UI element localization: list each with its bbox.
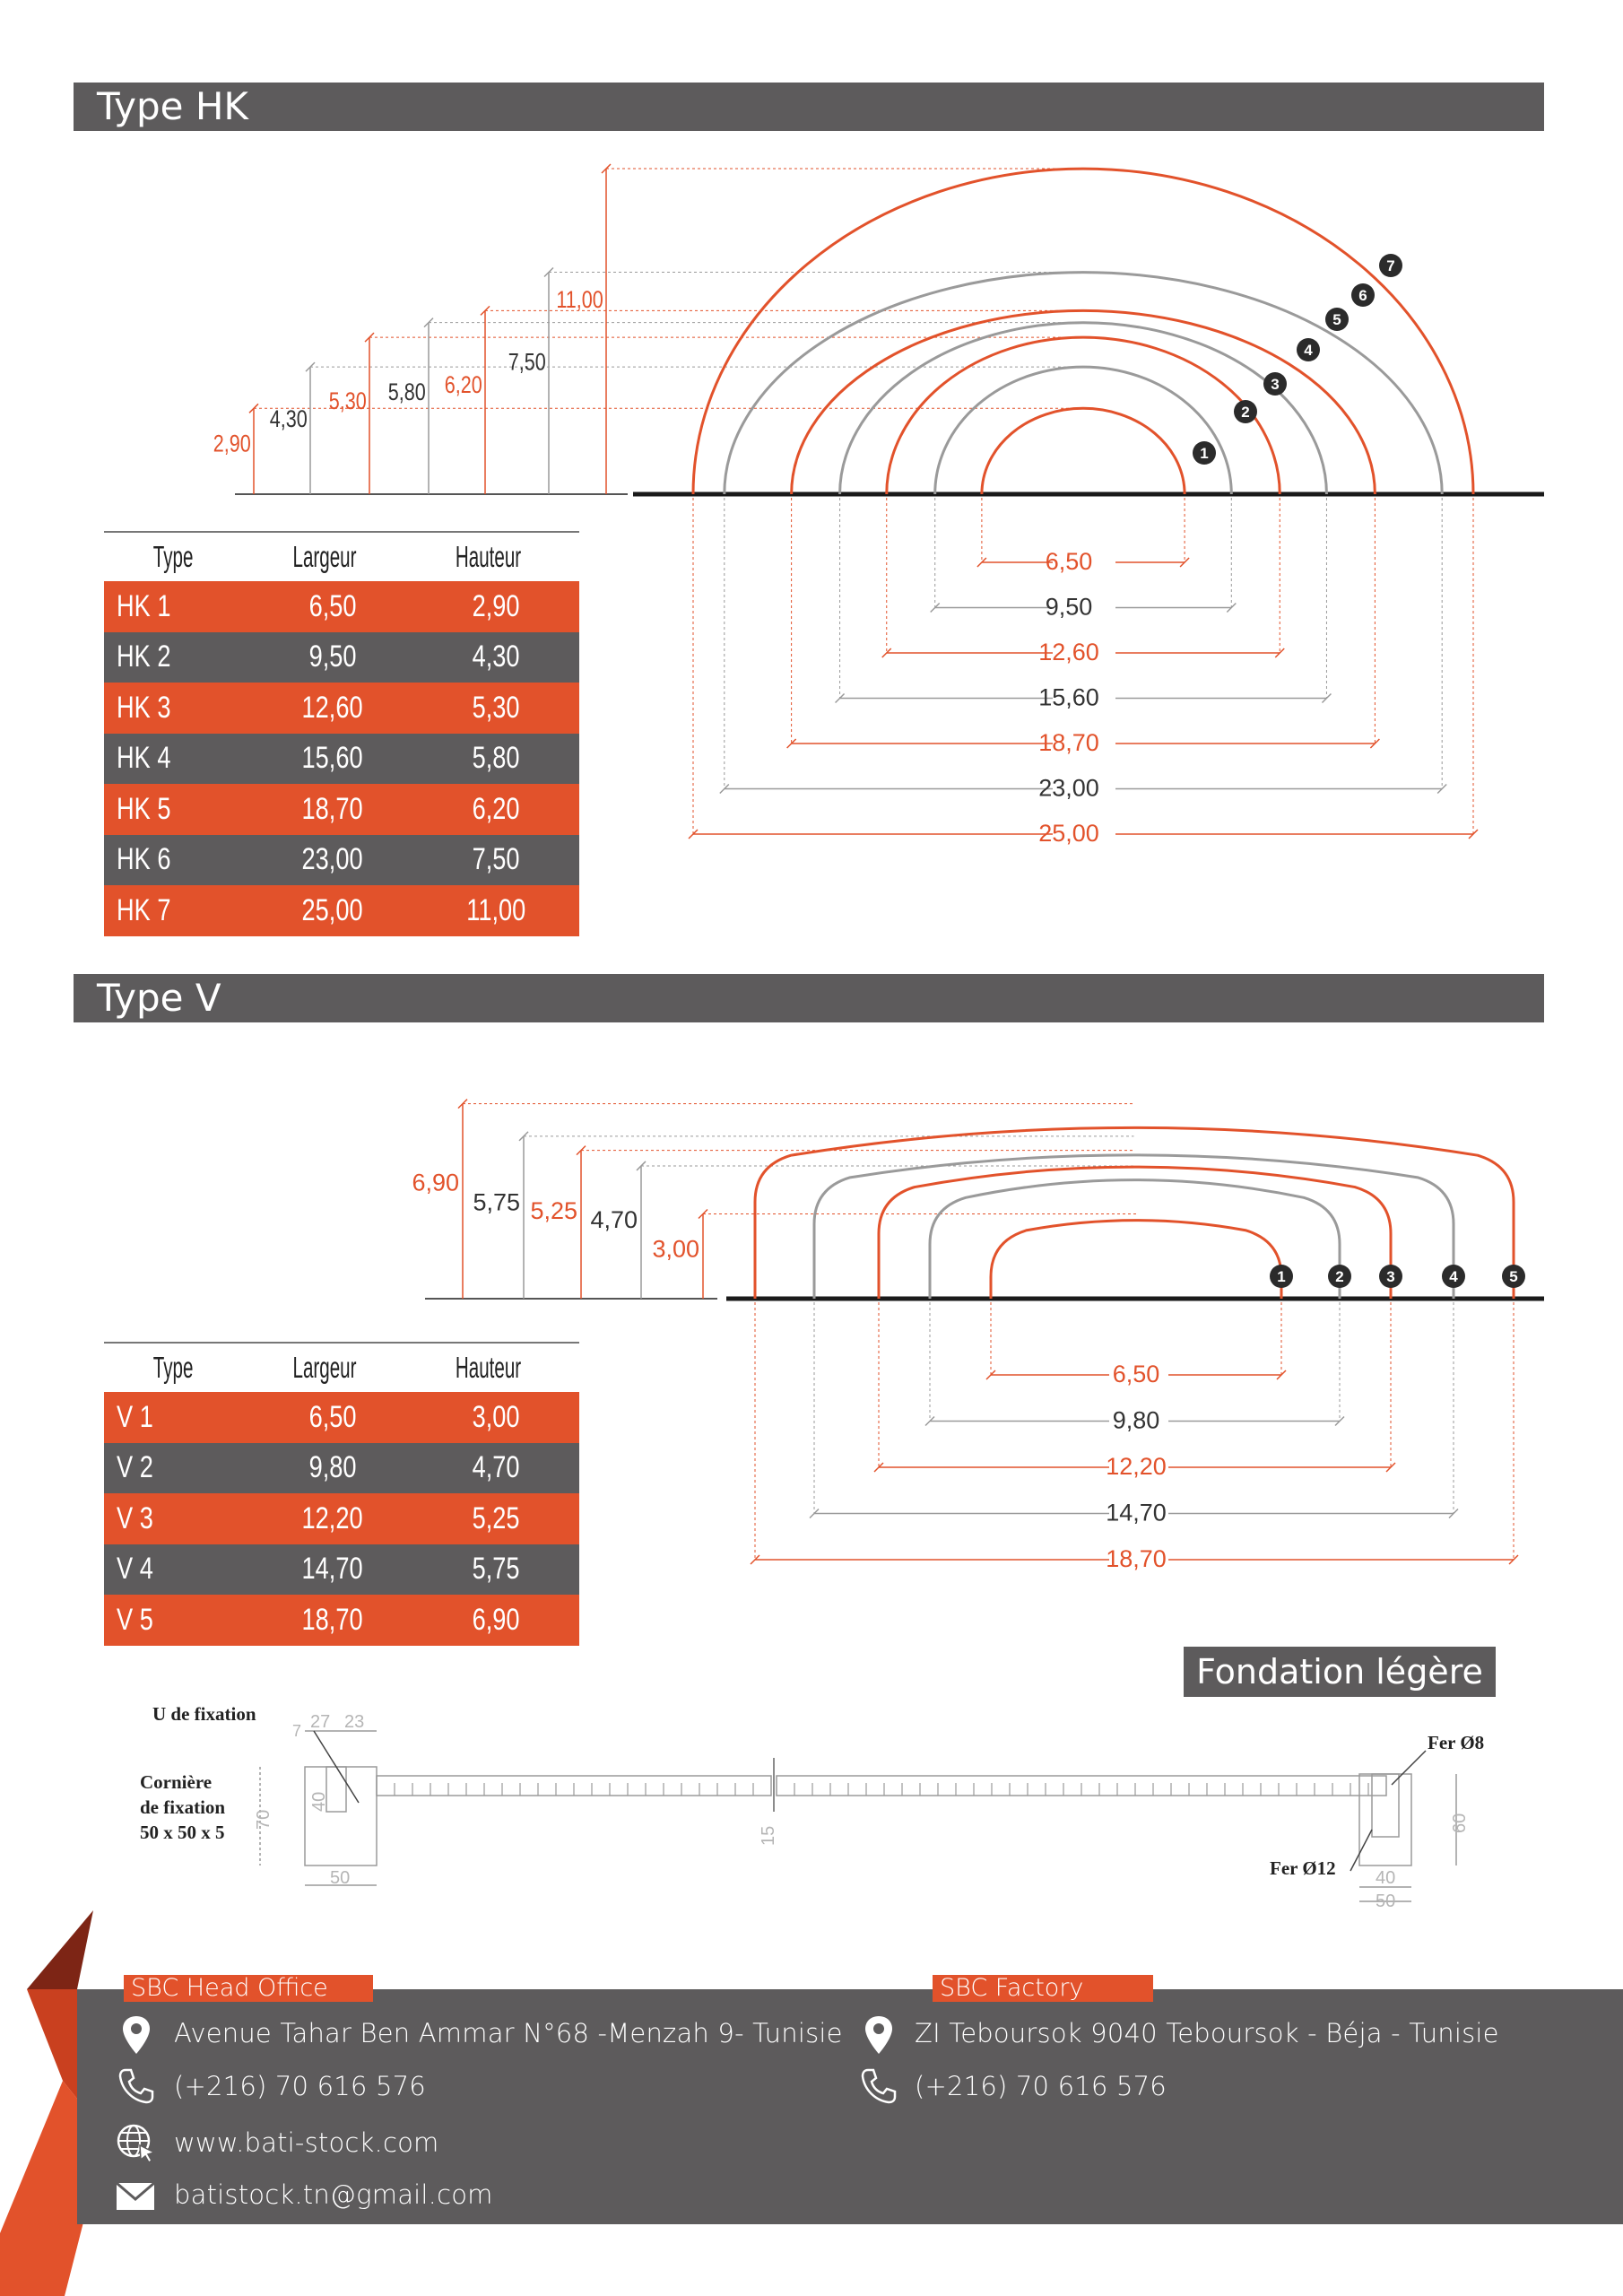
cell-hauteur: 4,70	[413, 1443, 579, 1494]
hk-width-label: 25,00	[1038, 820, 1099, 847]
head-office-phone: (+216) 70 616 576	[174, 2071, 426, 2101]
v-height-label: 5,75	[473, 1188, 520, 1216]
cell-hauteur: 5,30	[413, 683, 579, 734]
arch-marker-label: 6	[1358, 287, 1367, 304]
cell-hauteur: 6,90	[413, 1595, 579, 1646]
hk-height-label: 4,30	[269, 405, 308, 433]
cell-hauteur: 2,90	[413, 581, 579, 632]
cell-largeur: 14,70	[252, 1544, 413, 1596]
right-rebar-cage	[1372, 1774, 1399, 1837]
arch-marker-label: 2	[1241, 404, 1250, 421]
dim-15: 15	[759, 1825, 778, 1846]
v-width-label: 6,50	[1112, 1361, 1160, 1387]
hk-height-label: 7,50	[508, 349, 546, 377]
cell-largeur: 9,50	[252, 632, 413, 683]
v-height-label: 4,70	[590, 1206, 638, 1234]
v-arch	[814, 1155, 1454, 1299]
beam-rebar-ticks	[395, 1783, 1368, 1796]
fer8-label: Fer Ø8	[1428, 1732, 1485, 1753]
location-pin-icon	[120, 2014, 152, 2056]
section-title-v: Type V	[74, 974, 1544, 1022]
hk-width-label: 23,00	[1038, 774, 1099, 802]
arch-marker-label: 2	[1335, 1268, 1344, 1285]
cell-type: HK 5	[104, 784, 252, 835]
arch-marker-label: 1	[1277, 1268, 1286, 1285]
arch-marker-label: 1	[1200, 445, 1209, 462]
cell-hauteur: 4,30	[413, 632, 579, 683]
cell-type: V 3	[104, 1493, 252, 1544]
table-row	[104, 581, 579, 632]
dim-70: 70	[254, 1809, 273, 1830]
u-fixation-shape	[326, 1767, 346, 1812]
corniere-label-2: de fixation	[140, 1796, 226, 1818]
factory-phone: (+216) 70 616 576	[915, 2071, 1167, 2101]
left-block-outline	[305, 1767, 377, 1866]
cell-largeur: 23,00	[252, 835, 413, 886]
cell-largeur: 12,20	[252, 1493, 413, 1544]
header-type: Type	[120, 1343, 236, 1392]
header-largeur: Largeur	[270, 532, 395, 581]
factory-tag: SBC Factory	[933, 1975, 1153, 2002]
head-office-address: Avenue Tahar Ben Ammar N°68 -Menzah 9- Tunisie	[174, 2018, 843, 2048]
hk-width-label: 12,60	[1038, 639, 1099, 665]
table-row	[104, 1443, 579, 1494]
hk-width-label: 15,60	[1038, 683, 1099, 711]
cell-largeur: 6,50	[252, 581, 413, 632]
table-header-row	[104, 532, 579, 581]
cell-largeur: 15,60	[252, 734, 413, 785]
header-largeur: Largeur	[270, 1343, 395, 1392]
v-width-label: 12,20	[1106, 1453, 1167, 1480]
arch-marker-label: 3	[1386, 1268, 1395, 1285]
v-height-label: 3,00	[652, 1235, 699, 1263]
hk-height-label: 5,30	[328, 387, 367, 415]
cell-largeur: 6,50	[252, 1392, 413, 1443]
corniere-label-1: Cornière	[140, 1771, 213, 1793]
head-office-tag: SBC Head Office	[124, 1975, 373, 2002]
v-width-label: 14,70	[1106, 1499, 1167, 1526]
header-hauteur: Hauteur	[431, 532, 561, 581]
v-arch	[879, 1167, 1391, 1299]
globe-cursor-icon	[115, 2122, 156, 2163]
email-link[interactable]: batistock.tn@gmail.com	[174, 2179, 493, 2210]
cell-hauteur: 7,50	[413, 835, 579, 886]
hk-width-label: 9,50	[1045, 593, 1093, 621]
cell-hauteur: 6,20	[413, 784, 579, 835]
table-row	[104, 784, 579, 835]
dim-40: 40	[309, 1791, 329, 1812]
hk-height-label: 2,90	[213, 430, 251, 458]
cell-type: V 2	[104, 1443, 252, 1494]
phone-icon	[859, 2066, 898, 2106]
cell-largeur: 18,70	[252, 1595, 413, 1646]
cell-hauteur: 5,25	[413, 1493, 579, 1544]
location-pin-icon	[863, 2014, 895, 2056]
cell-type: V 1	[104, 1392, 252, 1443]
table-row	[104, 1392, 579, 1443]
email-icon	[115, 2181, 156, 2212]
cell-hauteur: 3,00	[413, 1392, 579, 1443]
dim-23: 23	[344, 1712, 365, 1732]
header-hauteur: Hauteur	[431, 1343, 561, 1392]
v-arch	[991, 1221, 1281, 1299]
hk-arch	[693, 169, 1473, 494]
u-fixation-label: U de fixation	[152, 1703, 256, 1725]
hk-arch	[725, 273, 1442, 494]
dim-50b: 50	[1376, 1892, 1396, 1911]
fondation-title: Fondation légère	[1184, 1647, 1496, 1697]
cell-hauteur: 11,00	[413, 885, 579, 936]
table-row	[104, 632, 579, 683]
cell-largeur: 25,00	[252, 885, 413, 936]
cell-type: HK 3	[104, 683, 252, 734]
fer12-leader	[1350, 1830, 1372, 1871]
table-row	[104, 1544, 579, 1596]
deco-shard-dark	[27, 1910, 93, 1989]
phone-icon	[117, 2066, 156, 2106]
fer8-leader	[1392, 1751, 1426, 1785]
v-width-label: 18,70	[1106, 1545, 1167, 1572]
arch-marker-label: 5	[1509, 1268, 1518, 1285]
arch-marker-label: 5	[1332, 311, 1341, 328]
hk-width-label: 6,50	[1045, 548, 1093, 575]
v-spec-table	[104, 1342, 579, 1646]
cell-largeur: 9,80	[252, 1443, 413, 1494]
table-row	[104, 734, 579, 785]
hk-height-label: 5,80	[387, 378, 426, 406]
cell-type: HK 6	[104, 835, 252, 886]
v-height-label: 6,90	[412, 1169, 459, 1196]
right-foundation-block	[1350, 1751, 1456, 1901]
arch-marker-label: 4	[1304, 342, 1313, 359]
arch-marker-label: 4	[1449, 1268, 1458, 1285]
cell-hauteur: 5,80	[413, 734, 579, 785]
cell-type: HK 4	[104, 734, 252, 785]
dim-50: 50	[330, 1868, 351, 1888]
foundation-beam	[377, 1758, 1386, 1812]
table-row	[104, 885, 579, 936]
cell-type: V 4	[104, 1544, 252, 1596]
fer12-label: Fer Ø12	[1270, 1857, 1336, 1879]
arch-marker-label: 7	[1386, 257, 1395, 274]
table-row	[104, 1595, 579, 1646]
right-block-outline	[1359, 1774, 1411, 1866]
hk-arch	[982, 408, 1185, 494]
cell-largeur: 18,70	[252, 784, 413, 835]
hk-arch	[935, 367, 1232, 494]
website-link[interactable]: www.bati-stock.com	[174, 2127, 439, 2158]
fondation-drawing	[117, 1695, 1515, 1919]
cell-largeur: 12,60	[252, 683, 413, 734]
cell-type: HK 7	[104, 885, 252, 936]
cell-type: V 5	[104, 1595, 252, 1646]
cell-type: HK 1	[104, 581, 252, 632]
dim-60: 60	[1450, 1813, 1470, 1833]
cell-type: HK 2	[104, 632, 252, 683]
dim-40b: 40	[1376, 1868, 1396, 1888]
factory-address: ZI Teboursok 9040 Teboursok - Béja - Tunisie	[915, 2018, 1499, 2048]
corniere-label-3: 50 x 50 x 5	[140, 1822, 225, 1843]
v-height-label: 5,25	[530, 1196, 577, 1224]
dim-7: 7	[292, 1722, 302, 1740]
v-width-label: 9,80	[1112, 1406, 1160, 1434]
section-title-hk: Type HK	[74, 83, 1544, 131]
hk-height-label: 6,20	[444, 372, 482, 399]
table-row	[104, 835, 579, 886]
dim-27: 27	[310, 1712, 331, 1732]
cell-hauteur: 5,75	[413, 1544, 579, 1596]
header-type: Type	[120, 532, 236, 581]
table-row	[104, 683, 579, 734]
arch-marker-label: 3	[1271, 376, 1280, 393]
hk-height-label: 11,00	[556, 287, 603, 314]
hk-width-label: 18,70	[1038, 729, 1099, 756]
hk-arch	[887, 337, 1280, 494]
hk-spec-table	[104, 531, 579, 936]
table-row	[104, 1493, 579, 1544]
table-header-row	[104, 1343, 579, 1392]
